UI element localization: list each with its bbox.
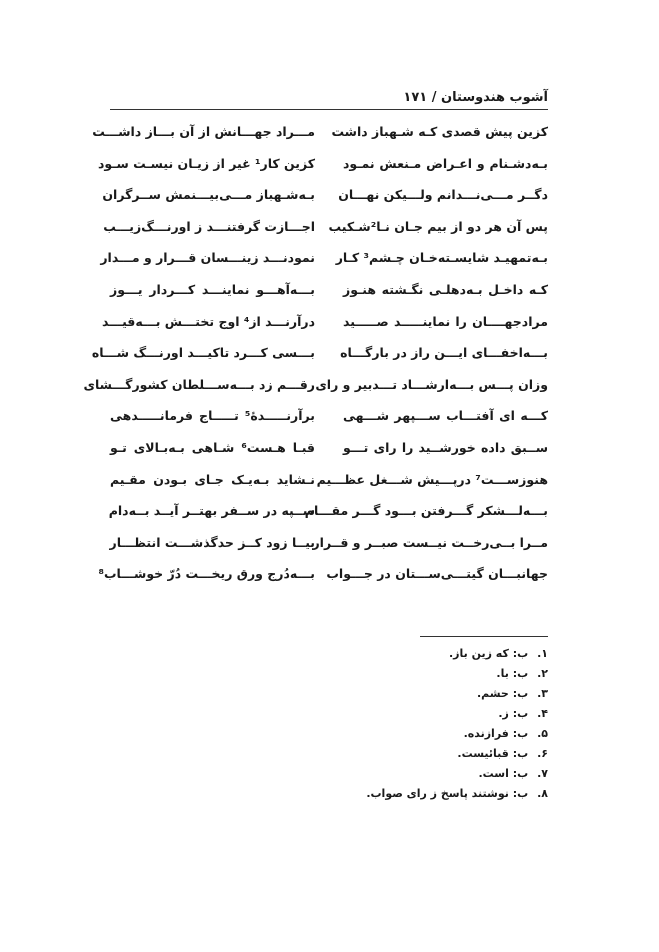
footnote-separator xyxy=(420,636,548,637)
footnote-number: ۳. xyxy=(537,687,548,700)
footnote-text: ب: ز. xyxy=(498,707,529,720)
header-title: آشوب هندوستان / ۱۷۱ xyxy=(403,90,548,105)
verse-row xyxy=(83,371,548,403)
verse-left-hemistich: بـه‌شـهباز مـــی‌بیـــنمش ســرگران xyxy=(102,187,315,203)
footnote-number: ۸. xyxy=(537,787,548,800)
verse-row xyxy=(102,181,548,213)
verse-right-hemistich: ســبق داده خورشــید را رای تـــو xyxy=(343,439,548,455)
verse-row xyxy=(110,276,548,308)
verse-right-hemistich: بـه‌تمهیـد شایسـته‌خـان چـشم³ کـار xyxy=(335,250,548,266)
verse-left-hemistich: درآرنـــد از⁴ اوج تختـــش بـــه‌قیـــد xyxy=(102,313,315,329)
verse-right-hemistich: مرادجهــــان را نماینـــــد صـــــید xyxy=(343,313,548,329)
verse-left-hemistich: بـــه‌دُرج ورق ریخـــت دُرّ خوشـــاب⁸ xyxy=(98,566,315,582)
verse-row xyxy=(92,118,548,150)
footnote-item xyxy=(308,767,548,787)
verse-right-hemistich: دگــر مـــی‌نـــدانم ولـــیکن نهـــان xyxy=(338,187,548,203)
verse-left-hemistich: قبـا هـست⁶ شـاهی بـه‌بـالای تـو xyxy=(110,439,315,455)
verse-row xyxy=(98,560,548,592)
verse-row xyxy=(102,308,548,340)
poem-body xyxy=(83,118,548,592)
verse-row xyxy=(103,213,548,245)
verse-left-hemistich: بـــسی کـــرد تاکیـــد اورنـــگ شـــاه xyxy=(91,345,315,361)
running-header xyxy=(110,86,548,110)
verse-right-hemistich: وزان پـــس بـــه‌ارشـــاد تـــدبیر و رای xyxy=(315,376,548,392)
footnote-item xyxy=(308,707,548,727)
verse-right-hemistich: پس آن هر دو از بیم جـان نـا²شـکیب xyxy=(328,218,548,234)
verse-left-hemistich: ســپه در ســفر بهتــر آیــد بــه‌دام xyxy=(108,503,315,519)
footnote-text: ب: با. xyxy=(496,667,529,680)
verse-right-hemistich: جهانبـــان گیتـــی‌ســـتان در جـــواب xyxy=(326,566,548,582)
footnote-text: ب: که زین باز. xyxy=(449,647,529,660)
verse-right-hemistich: هنوزســـت⁷ درپـــیش شـــغل عظـــیم xyxy=(316,471,548,487)
footnotes xyxy=(308,647,548,807)
footnote-item xyxy=(308,747,548,767)
verse-left-hemistich: نـشاید بـه‌یـک جـای بـودن مقـیم xyxy=(110,471,315,487)
verse-right-hemistich: کـه داخـل بـه‌دهلـی نگـشته هنـوز xyxy=(343,281,548,297)
footnote-text: ب: است. xyxy=(478,767,529,780)
verse-row xyxy=(97,150,548,182)
verse-row xyxy=(91,339,548,371)
verse-right-hemistich: بـــه‌لـــشکر گـــرفتن بـــود گـــر مقـــام xyxy=(304,503,548,519)
verse-row xyxy=(100,244,548,276)
verse-left-hemistich: برآرنـــــدهٔ⁵ تـــــاج فرمانـــــدهی xyxy=(110,408,315,424)
footnote-number: ۵. xyxy=(537,727,548,740)
verse-row xyxy=(110,402,548,434)
footnote-text: ب: حشم. xyxy=(476,687,529,700)
verse-row xyxy=(110,529,548,561)
footnote-number: ۷. xyxy=(537,767,548,780)
footnote-text: ب: فرازنده. xyxy=(463,727,529,740)
footnote-text: ب: قبائیست. xyxy=(457,747,529,760)
footnote-text: ب: نوشتند پاسخ ز رای صواب. xyxy=(366,787,529,800)
verse-left-hemistich: بیــا زود کــز حدگذشـــت انتظـــار xyxy=(109,534,315,550)
verse-left-hemistich: مـــراد جهـــانش از آن بـــاز داشـــت xyxy=(92,124,315,139)
footnote-item xyxy=(308,687,548,707)
verse-right-hemistich: کـــه ای آفتـــاب ســـپهر شـــهی xyxy=(343,408,548,424)
verse-right-hemistich: بـــه‌اخفـــای ایـــن راز در بارگـــاه xyxy=(340,345,548,361)
footnote-number: ۴. xyxy=(537,707,548,720)
verse-left-hemistich: بـــه‌آهـــو نماینـــد کـــردار یـــوز xyxy=(110,281,315,297)
footnote-item xyxy=(308,647,548,667)
verse-right-hemistich: کزین پیش قصدی کـه شـهباز داشت xyxy=(331,124,548,139)
footnote-number: ۶. xyxy=(537,747,548,760)
verse-right-hemistich: بـه‌دشـنام و اعـراض مـنعش نمـود xyxy=(343,155,548,171)
verse-left-hemistich: اجـــازت گرفتنـــد ز اورنـــگ‌زیـــب xyxy=(103,218,315,234)
footnote-number: ۲. xyxy=(537,667,548,680)
footnote-number: ۱. xyxy=(537,647,548,660)
verse-row xyxy=(110,466,548,498)
footnote-item xyxy=(308,727,548,747)
verse-left-hemistich: نمودنـــد زینـــسان قـــرار و مـــدار xyxy=(100,250,315,266)
verse-left-hemistich: کزین کار¹ غیر از زیـان نیسـت سـود xyxy=(97,155,315,171)
verse-right-hemistich: مــرا بــی‌رخــت نیــست صبــر و قــرار xyxy=(312,534,548,550)
verse-left-hemistich: رقـــم زد بـــه‌ســـلطان کشورگـــشای xyxy=(83,376,315,392)
footnote-item xyxy=(308,787,548,807)
verse-row xyxy=(110,434,548,466)
verse-row xyxy=(110,497,548,529)
footnote-item xyxy=(308,667,548,687)
header-rule xyxy=(110,109,548,110)
